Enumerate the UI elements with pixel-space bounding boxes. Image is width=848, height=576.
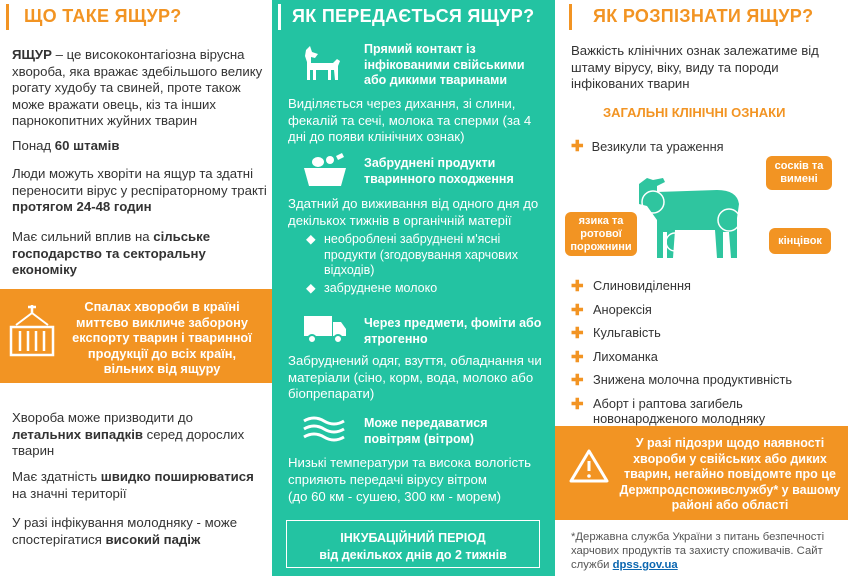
label-limbs: кінцівок xyxy=(769,228,831,254)
footnote: *Державна служба України з питань безпечності харчових продуктів та захисту споживачів. Сайт служби dpss.gov.ua xyxy=(571,531,825,571)
label-udder: сосків та вимені xyxy=(766,156,832,190)
definition-text: ЯЩУР – це висококонтагіозна вірусна хвороба, яка вражає здебільшого велику рогату худобу та свиней, проте також може вражати овець, кіз та інших парнокопитних жуйних тварин xyxy=(12,47,263,128)
warning-icon xyxy=(569,448,609,484)
column-recognition xyxy=(555,0,848,576)
column-title: ЯК ПЕРЕДАЄТЬСЯ ЯЩУР? xyxy=(292,6,535,26)
heading-accent xyxy=(278,4,281,30)
shipping-container-icon xyxy=(8,303,56,361)
plus-icon: ✚ xyxy=(571,325,584,342)
list-item: ◆ забруднене молоко xyxy=(306,280,438,295)
list-item: ✚ Кульгавість xyxy=(571,325,661,342)
young-mortality-text: У разі інфікування молодняку - може спостерігатися високий падіж xyxy=(12,515,238,547)
contaminated-products-list xyxy=(306,232,536,298)
economy-text: Має сильний вплив на сільське господарство та секторальну економіку xyxy=(12,229,211,277)
incubation-title: ІНКУБАЦІЙНИЙ ПЕРІОД xyxy=(340,531,486,545)
contaminated-products-title: Забруднені продукти тваринного походження xyxy=(364,156,514,186)
column-title: ЩО ТАКЕ ЯЩУР? xyxy=(24,6,182,26)
export-ban-text: Спалах хвороби в країні миттєво викличе заборону експорту тварин і тваринної продукції до всіх країн, вільних від ящуру xyxy=(72,299,252,376)
goat-icon xyxy=(300,44,346,86)
contaminated-products-text: Здатний до виживання від одного дня до декількох тижнів в органічній матерії xyxy=(288,196,539,228)
strains-text: Понад 60 штамів xyxy=(12,138,120,153)
incubation-box xyxy=(286,520,540,568)
list-item: ✚ Анорексія xyxy=(571,301,652,319)
humans-text: Люди можуть хворіти на ящур та здатні переносити вірус у респіраторному тракті протягом 24-48 годин xyxy=(12,166,267,214)
incubation-value: від декількох днів до 2 тижнів xyxy=(319,548,507,562)
wind-icon xyxy=(302,413,348,445)
direct-contact-text: Виділяється через дихання, зі слини, фекалій та сечі, молока та сперми (за 4 дні до появи клінічних ознак) xyxy=(288,96,532,144)
airborne-text: Низькі температури та висока вологість сприяють передачі вірусу вітром xyxy=(288,455,532,487)
direct-contact-title: Прямий контакт із інфікованими свійськими або дикими тваринами xyxy=(364,42,525,87)
fomites-text: Забруднений одяг, взуття, обладнання чи матеріали (сіно, корм, вода, молоко або біопрепарати) xyxy=(288,353,542,401)
cow-illustration xyxy=(625,166,775,262)
plus-icon: ✚ xyxy=(571,278,584,295)
list-item: ✚ Лихоманка xyxy=(571,348,658,366)
airborne-distance: (до 60 км - сушею, 300 км - морем) xyxy=(288,489,502,504)
heading-accent xyxy=(6,4,9,30)
column-transmission xyxy=(272,0,555,576)
list-item: ✚ Аборт і раптова загибель новонародженого молодняку xyxy=(571,395,766,426)
section-subtitle: ЗАГАЛЬНІ КЛІНІЧНІ ОЗНАКИ xyxy=(603,105,786,120)
report-alert xyxy=(555,426,848,520)
column-title: ЯК РОЗПІЗНАТИ ЯЩУР? xyxy=(593,6,814,26)
fomites-title: Через предмети, фоміти або ятрогенно xyxy=(364,316,542,346)
plus-icon: ✚ xyxy=(571,372,584,389)
clinical-signs-list xyxy=(571,278,841,435)
list-item: ✚ Слиновиділення xyxy=(571,278,691,295)
intro-text: Важкість клінічних ознак залежатиме від штаму вірусу, віку, виду та породи інфікованих тварин xyxy=(571,43,819,91)
list-item: ✚ Знижена молочна продуктивність xyxy=(571,372,792,389)
report-alert-text: У разі підозри щодо наявності хвороби у свійських або диких тварин, негайно повідомте про це Держпродспоживслужбу* у вашому районі або області xyxy=(619,436,841,512)
truck-icon xyxy=(302,314,348,344)
list-item: ◆ необроблені забруднені м'ясні продукти (згодовування харчових відходів) xyxy=(306,232,519,277)
website-link[interactable]: dpss.gov.ua xyxy=(612,559,678,571)
food-basket-icon xyxy=(302,152,348,188)
lethal-text: Хвороба може призводити до летальних випадків серед дорослих тварин xyxy=(12,410,245,458)
plus-icon: ✚ xyxy=(571,138,584,155)
column-what-is xyxy=(0,0,272,576)
label-tongue: язика та ротової порожнини xyxy=(565,212,637,256)
plus-icon: ✚ xyxy=(571,301,584,319)
sign-vesicles: ✚ Везикули та ураження xyxy=(571,138,724,155)
heading-accent xyxy=(569,4,572,30)
plus-icon: ✚ xyxy=(571,348,584,366)
airborne-title: Може передаватися повітрям (вітром) xyxy=(364,416,488,446)
plus-icon: ✚ xyxy=(571,395,584,413)
spread-text: Має здатність швидко поширюватися на значні території xyxy=(12,469,254,501)
export-ban-alert xyxy=(0,289,272,383)
